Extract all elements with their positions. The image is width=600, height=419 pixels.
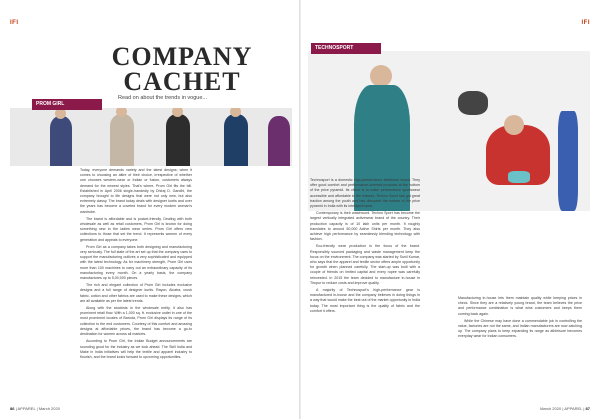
paragraph: Eco-friendly wear production is the focus of the brand. Responsibly sourced packaging and waste management keep the focus on the environment. The company was started by Sunil Kumar, who says that the apparel and textile sector offers ample opportunity for growth when planned carefully. The start-up was built with a couple of friends on limited capital and every rupee was carefully reinvested. In 2015 the team decided to manufacture in-house in Tirupur to reduce costs and improve quality. (310, 244, 420, 285)
paragraph: A majority of Technosport's high-performance gear is manufactured in-house and the company believes in doing things in a way that would make the best out of the market opportunity in India today. The most important thing is the quality of fabric and the comfort it offers. (310, 288, 420, 313)
page-number-left: 86 (10, 406, 15, 411)
right-body-column-2 (458, 296, 582, 400)
prom-girl-photo (10, 108, 292, 166)
footer-left: 86 | APPAREL | March 2020 (10, 406, 60, 411)
issue-date-left: March 2020 (38, 406, 60, 411)
paragraph: Contemporary is their watchword. Techno Sport has become the largest vertically integrated activewear brand of the country. Their production capacity is of 10 lakh units per month. It roughly translates to around 50,000 Active Shirts per month. They also achieve high performance by seamlessly blending technology with fashion. (310, 211, 420, 242)
page-gutter (299, 0, 301, 419)
paragraph: According to Prom Girl, the Indian Budget announcements are sounding good for the industry as we look ahead. The Skill India and Make in India initiatives will help the textile and apparel industry to flourish, and the brand looks forward to upcoming opportunities. (80, 339, 192, 359)
right-body-column-1 (310, 178, 420, 400)
equipment-shape (458, 91, 488, 115)
logo-left: IFI (10, 20, 19, 26)
shoe-shape (508, 171, 530, 183)
athlete-face (504, 115, 524, 135)
footer-right: March 2020 | APPAREL | 87 (540, 406, 590, 411)
issue-date-right: March 2020 (540, 406, 562, 411)
paragraph: Today, everyone demands variety and the latest designs; when it comes to choosing an attire of their choice, irrespective of whether one chooses western-wear or Indian or fusion, customers always demand for the newest styles. That's where, Prom Girl fits the bill. Established in April 2006 single-handedly by Dhiraj D. Gandhi, the company brought to life designs that were not only new, but also extremely classy. The brand today deals with designer kurtis and over the years has become a coveted brand for every modern woman's wardrobe. (80, 168, 192, 214)
paragraph: While the Chinese may have done a commendable job in controlling the value, factories are not the same, and Indian manufacturers are now catching up. The company plans to keep expanding its range as athleisure becomes everyday wear for Indian consumers. (458, 318, 582, 339)
section-label-technosport: TECHNOSPORT (311, 43, 381, 54)
model-figure (50, 116, 72, 166)
title-line-1: COMPANY (111, 42, 253, 71)
publication-name-left: APPAREL (17, 406, 36, 411)
page-number-right: 87 (585, 406, 590, 411)
model-figure (166, 114, 190, 166)
athlete-face (370, 65, 392, 87)
section-label-prom-girl: PROM GIRL (32, 99, 102, 110)
paragraph: Along with the stockists in the wholesale entity, it also has prominent retail flow. With a 1,000 sq. ft. exclusive outlet in one of the most prominent locales of Baroda, Prom Girl displays its range of its collection to the end customers. Courtesy of this comfort and amazing designs at affordable prices, the brand has become a go-to destination for women across all markets. (80, 306, 192, 337)
title-line-2: CACHET (123, 67, 241, 96)
athlete-figure (558, 111, 578, 211)
logo-right: IFI (581, 20, 590, 26)
paragraph: Technosport is a domestic high-performance athleisure brand. They offer good comfort and performance-oriented products at the bottom of the price pyramid. Its vision is to make performance sportswear accessible and affordable to the masses. Techno Sport has got great traction among the youth and has disrupted the bottom of the price pyramid in India with its intelligent wear. (310, 178, 420, 209)
model-figure (110, 114, 134, 166)
model-figure (224, 114, 248, 166)
article-standfirst: Read on about the trends in vogue... (118, 95, 207, 101)
left-body-column (80, 168, 192, 400)
paragraph: Prom Girl as a company takes both designing and manufacturing very seriously. The full state of the art set up that the company uses to support the manufacturing outlives a very sophisticated and equipped with the latest technology. As for machinery strength, Prom Girl uses more than 100 machines to carry out an extraordinary capacity of its manufacturing every month. On a yearly basis, the company manufactures up to 5,00,000 pieces. (80, 244, 192, 281)
publication-name-right: APPAREL (564, 406, 583, 411)
model-figure (268, 116, 290, 166)
paragraph: Manufacturing in-house lets them maintain quality while keeping prices in check. Since they are a relatively young brand, the team believes the price and performance combination is what wins customers and keeps them coming back again. (458, 296, 582, 316)
article-title (82, 44, 282, 94)
paragraph: The rich and elegant collection of Prom Girl includes exclusive designs and a full range of designer kurtis. Rayon, Alcatra, crush fabric, cotton and other fabrics are used to make these designs, which are all available as per the latest trends. (80, 283, 192, 303)
paragraph: The brand is affordable and is pocket-friendly. Dealing with both wholesale as well as retail customers, Prom Girl is known for doing something new in the ladies wear series. Prom Girl offers new collections to those that set the trend. It represents women of every generation and appeals to everyone. (80, 216, 192, 242)
